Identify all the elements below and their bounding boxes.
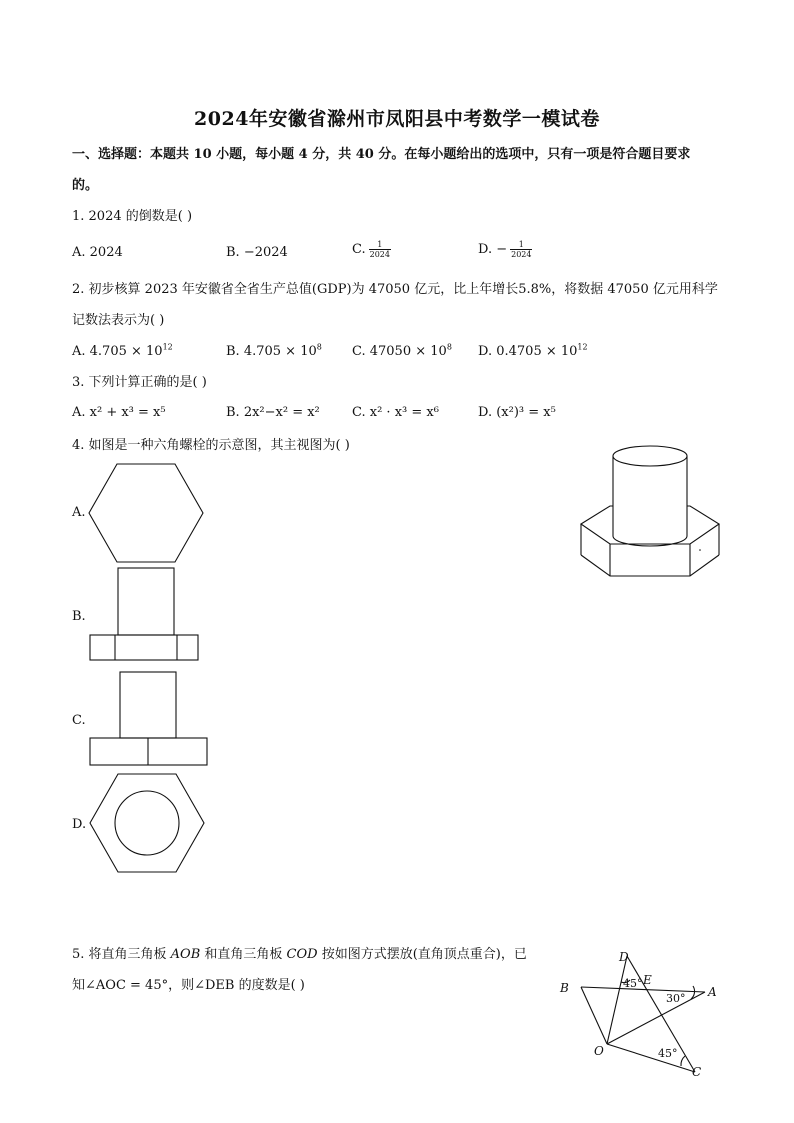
option-d-exponent: 12 bbox=[577, 342, 588, 352]
option-c-base: C. 47050 × 10 bbox=[352, 344, 447, 359]
question-4-stem: 4. 如图是一种六角螺栓的示意图，其主视图为( ) bbox=[72, 438, 350, 453]
option-d-base: D. 0.4705 × 10 bbox=[478, 344, 578, 359]
label-a: A bbox=[708, 985, 717, 999]
question-5-line1 bbox=[72, 946, 527, 964]
bolt-figure bbox=[575, 440, 725, 585]
fraction-d-numerator: 1 bbox=[518, 240, 524, 249]
option-a-hexagon-figure bbox=[88, 463, 204, 563]
option-d-hexagon-circle-figure bbox=[89, 773, 205, 873]
question-3-option-b: B. 2x²−x² = x² bbox=[226, 405, 320, 420]
angle-45-bottom: 45° bbox=[658, 1047, 678, 1060]
question-1-option-a: A. 2024 bbox=[72, 245, 123, 260]
question-4-option-a-label: A. bbox=[72, 505, 86, 520]
q5-text-c: 和直角三角板 bbox=[200, 947, 287, 962]
question-5-line2: 知∠AOC = 45°，则∠DEB 的度数是( ) bbox=[72, 978, 305, 993]
option-b-exponent: 8 bbox=[316, 342, 322, 352]
question-3-option-c: C. x² · x³ = x⁶ bbox=[352, 405, 439, 420]
question-2-line1: 2. 初步核算 2023 年安徽省全省生产总值(GDP)为 47050 亿元，比上年增长5.8%，将数据 47050 亿元用科学 bbox=[72, 282, 718, 297]
label-o: O bbox=[594, 1044, 604, 1058]
label-c: C bbox=[692, 1065, 702, 1079]
question-2-option-b bbox=[226, 344, 322, 359]
option-d-label: D. − bbox=[478, 242, 508, 257]
question-2-option-d bbox=[478, 344, 588, 359]
option-a-base: A. 4.705 × 10 bbox=[72, 344, 163, 359]
question-1-option-c bbox=[352, 240, 391, 259]
section-heading-line2: 的。 bbox=[72, 178, 99, 193]
question-1-stem: 1. 2024 的倒数是( ) bbox=[72, 209, 193, 224]
option-b-base: B. 4.705 × 10 bbox=[226, 344, 317, 359]
option-a-exponent: 12 bbox=[162, 342, 173, 352]
question-3-stem: 3. 下列计算正确的是( ) bbox=[72, 375, 207, 390]
question-1-option-b: B. −2024 bbox=[226, 245, 288, 260]
question-1-option-d bbox=[478, 240, 532, 259]
option-c-figure bbox=[89, 671, 209, 767]
question-2-option-a bbox=[72, 344, 173, 359]
option-c-exponent: 8 bbox=[446, 342, 452, 352]
question-4-option-d-label: D. bbox=[72, 817, 87, 832]
section-heading-line1: 一、选择题：本题共 10 小题，每小题 4 分，共 40 分。在每小题给出的选项中，只有一项是符合题目要求 bbox=[72, 147, 691, 162]
question-2-line2: 记数法表示为( ) bbox=[72, 313, 165, 328]
fraction-c bbox=[369, 240, 391, 259]
option-c-label: C. bbox=[352, 242, 366, 257]
question-3-option-a: A. x² + x³ = x⁵ bbox=[72, 405, 166, 420]
page-title: 2024年安徽省滁州市凤阳县中考数学一模试卷 bbox=[194, 108, 600, 130]
angle-30: 30° bbox=[666, 992, 686, 1005]
q5-text-a: 5. 将直角三角板 bbox=[72, 947, 171, 962]
q5-text-cod: COD bbox=[286, 947, 318, 962]
fraction-d-denominator: 2024 bbox=[511, 250, 532, 259]
q5-text-aob: AOB bbox=[170, 947, 201, 962]
question-4-option-b-label: B. bbox=[72, 609, 86, 624]
q5-text-e: 按如图方式摆放(直角顶点重合)，已 bbox=[317, 947, 527, 962]
angle-45-top: 45° bbox=[623, 977, 643, 990]
option-b-figure bbox=[89, 567, 201, 662]
question-4-option-c-label: C. bbox=[72, 713, 86, 728]
question-2-option-c bbox=[352, 344, 452, 359]
fraction-c-numerator: 1 bbox=[377, 240, 383, 249]
label-d: D bbox=[619, 950, 629, 964]
fraction-c-denominator: 2024 bbox=[369, 250, 390, 259]
triangle-figure bbox=[555, 944, 730, 1079]
label-b: B bbox=[560, 981, 569, 995]
fraction-d bbox=[510, 240, 532, 259]
question-3-option-d: D. (x²)³ = x⁵ bbox=[478, 405, 556, 420]
label-e: E bbox=[643, 973, 652, 987]
